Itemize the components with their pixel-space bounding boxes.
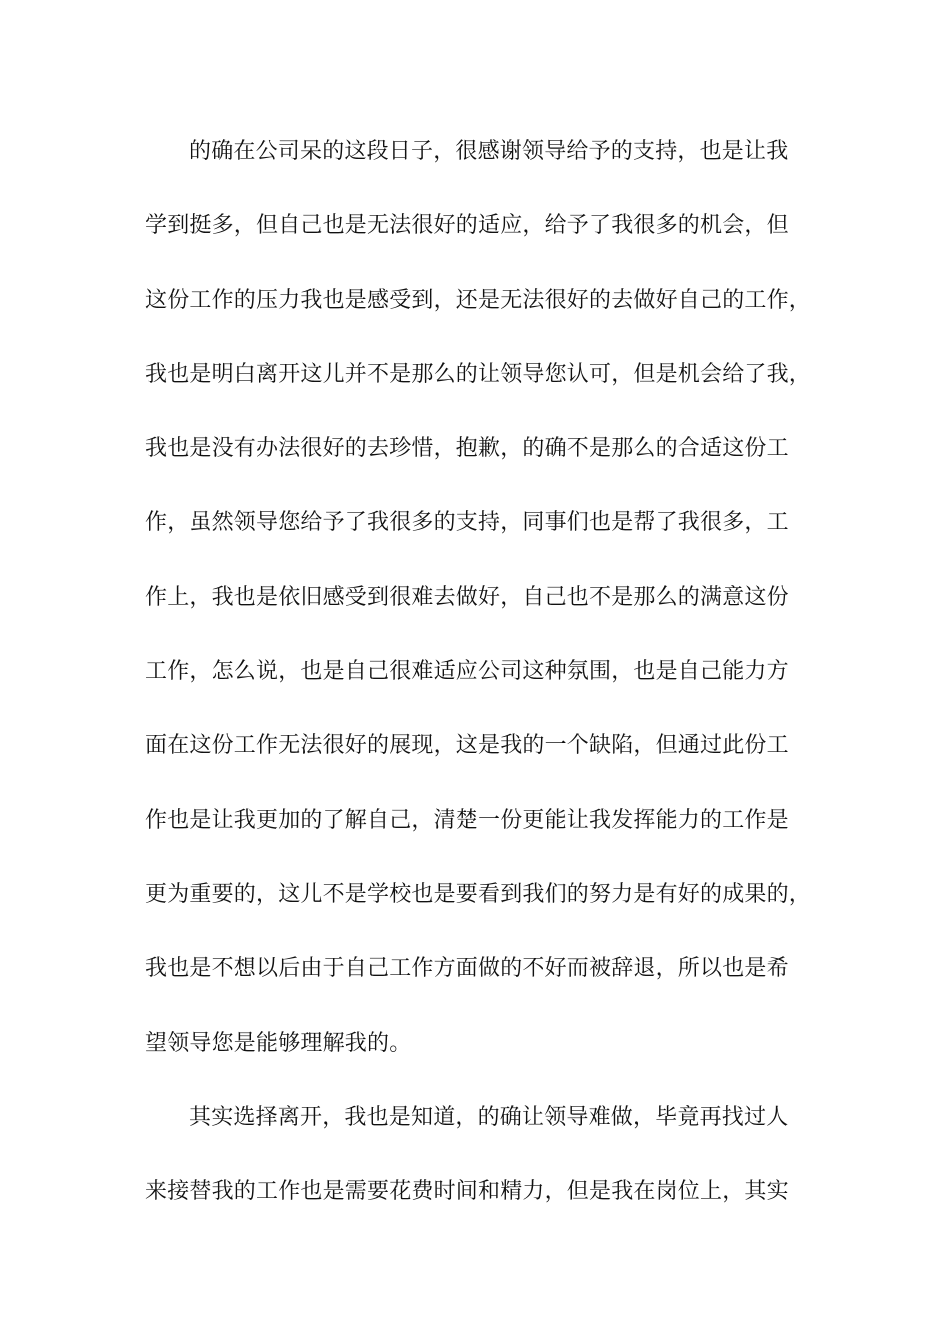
paragraph-1-line-13: 望领导您是能够理解我的。	[145, 1030, 412, 1056]
paragraph-2-line-2: 来接替我的工作也是需要花费时间和精力，但是我在岗位上，其实	[145, 1179, 789, 1205]
document-body	[145, 132, 810, 1246]
paragraph-1-line-3: 这份工作的压力我也是感受到，还是无法很好的去做好自己的工作，	[145, 287, 812, 313]
paragraph-1-line-12: 我也是不想以后由于自己工作方面做的不好而被辞退，所以也是希	[145, 956, 789, 982]
paragraph-2-line-1: 其实选择离开，我也是知道，的确让领导难做，毕竟再找过人	[189, 1104, 789, 1130]
paragraph-1-line-10: 作也是让我更加的了解自己，清楚一份更能让我发挥能力的工作是	[145, 807, 789, 833]
paragraph-1-line-4: 我也是明白离开这儿并不是那么的让领导您认可，但是机会给了我，	[145, 361, 812, 387]
paragraph-1-line-5: 我也是没有办法很好的去珍惜，抱歉，的确不是那么的合适这份工	[145, 436, 789, 462]
paragraph-1-line-6: 作，虽然领导您给予了我很多的支持，同事们也是帮了我很多，工	[145, 510, 789, 536]
paragraph-1-line-7: 作上，我也是依旧感受到很难去做好，自己也不是那么的满意这份	[145, 584, 789, 610]
paragraph-1-line-8: 工作，怎么说，也是自己很难适应公司这种氛围，也是自己能力方	[145, 659, 789, 685]
paragraph-1-line-1: 的确在公司呆的这段日子，很感谢领导给予的支持，也是让我	[189, 139, 789, 164]
paragraph-1-line-2: 学到挺多，但自己也是无法很好的适应，给予了我很多的机会，但	[145, 213, 789, 239]
paragraph-1-line-11: 更为重要的，这儿不是学校也是要看到我们的努力是有好的成果的，	[145, 881, 812, 907]
paragraph-1-line-9: 面在这份工作无法很好的展现，这是我的一个缺陷，但通过此份工	[145, 733, 789, 759]
